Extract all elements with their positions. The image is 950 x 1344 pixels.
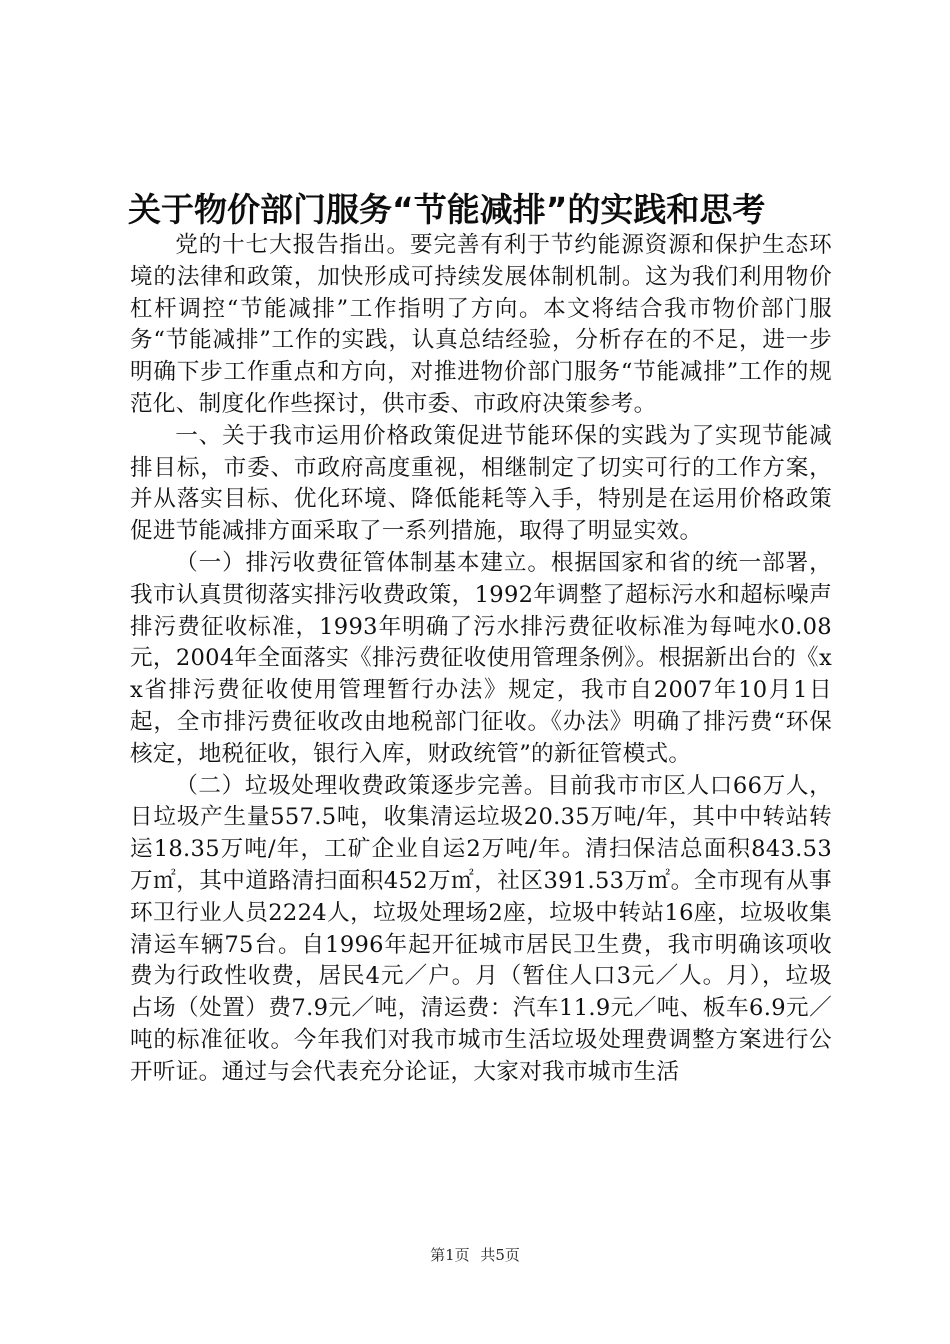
page-number: 第1页 bbox=[430, 1246, 470, 1264]
page-footer bbox=[0, 1245, 950, 1265]
paragraph-sewage-fees: （一）排污收费征管体制基本建立。根据国家和省的统一部署，我市认真贯彻落实排污收费政策，1992年调整了超标污水和超标噪声排污费征收标准，1993年明确了污水排污费征收标准为每吨水0.08元，2004年全面落实《排污费征收使用管理条例》。根据新出台的《xx省排污费征收使用管理暂行办法》规定，我市自2007年10月1日起，全市排污费征收改由地税部门征收。《办法》明确了排污费“环保核定，地税征收，银行入库，财政统管”的新征管模式。 bbox=[130, 549, 832, 767]
paragraph-garbage-fees: （二）垃圾处理收费政策逐步完善。目前我市市区人口66万人，日垃圾产生量557.5吨，收集清运垃圾20.35万吨/年，其中中转站转运18.35万吨/年，工矿企业自运2万吨/年。清扫保洁总面积843.53万㎡，其中道路清扫面积452万㎡，社区391.53万㎡。全市现有从事环卫行业人员2224人，垃圾处理场2座，垃圾中转站16座，垃圾收集清运车辆75台。自1996年起开征城市居民卫生费，我市明确该项收费为行政性收费，居民4元／户。月（暂住人口3元／人。月），垃圾占场（处置）费7.9元／吨，清运费：汽车11.9元／吨、板车6.9元／吨的标准征收。今年我们对我市城市生活垃圾处理费调整方案进行公开听证。通过与会代表充分论证，大家对我市城市生活 bbox=[130, 772, 832, 1085]
paragraph-intro: 党的十七大报告指出。要完善有利于节约能源资源和保护生态环境的法律和政策，加快形成可持续发展体制机制。这为我们利用物价杠杆调控“节能减排”工作指明了方向。本文将结合我市物价部门服务“节能减排”工作的实践，认真总结经验，分析存在的不足，进一步明确下步工作重点和方向，对推进物价部门服务“节能减排”工作的规范化、制度化作些探讨，供市委、市政府决策参考。 bbox=[130, 232, 832, 417]
paragraph-section-one: 一、关于我市运用价格政策促进节能环保的实践为了实现节能减排目标，市委、市政府高度重视，相继制定了切实可行的工作方案，并从落实目标、优化环境、降低能耗等入手，特别是在运用价格政策促进节能减排方面采取了一系列措施，取得了明显实效。 bbox=[130, 422, 832, 545]
document-body bbox=[130, 230, 832, 1089]
page-count: 共5页 bbox=[480, 1246, 520, 1264]
document-title: 关于物价部门服务“节能减排”的实践和思考 bbox=[128, 190, 766, 229]
